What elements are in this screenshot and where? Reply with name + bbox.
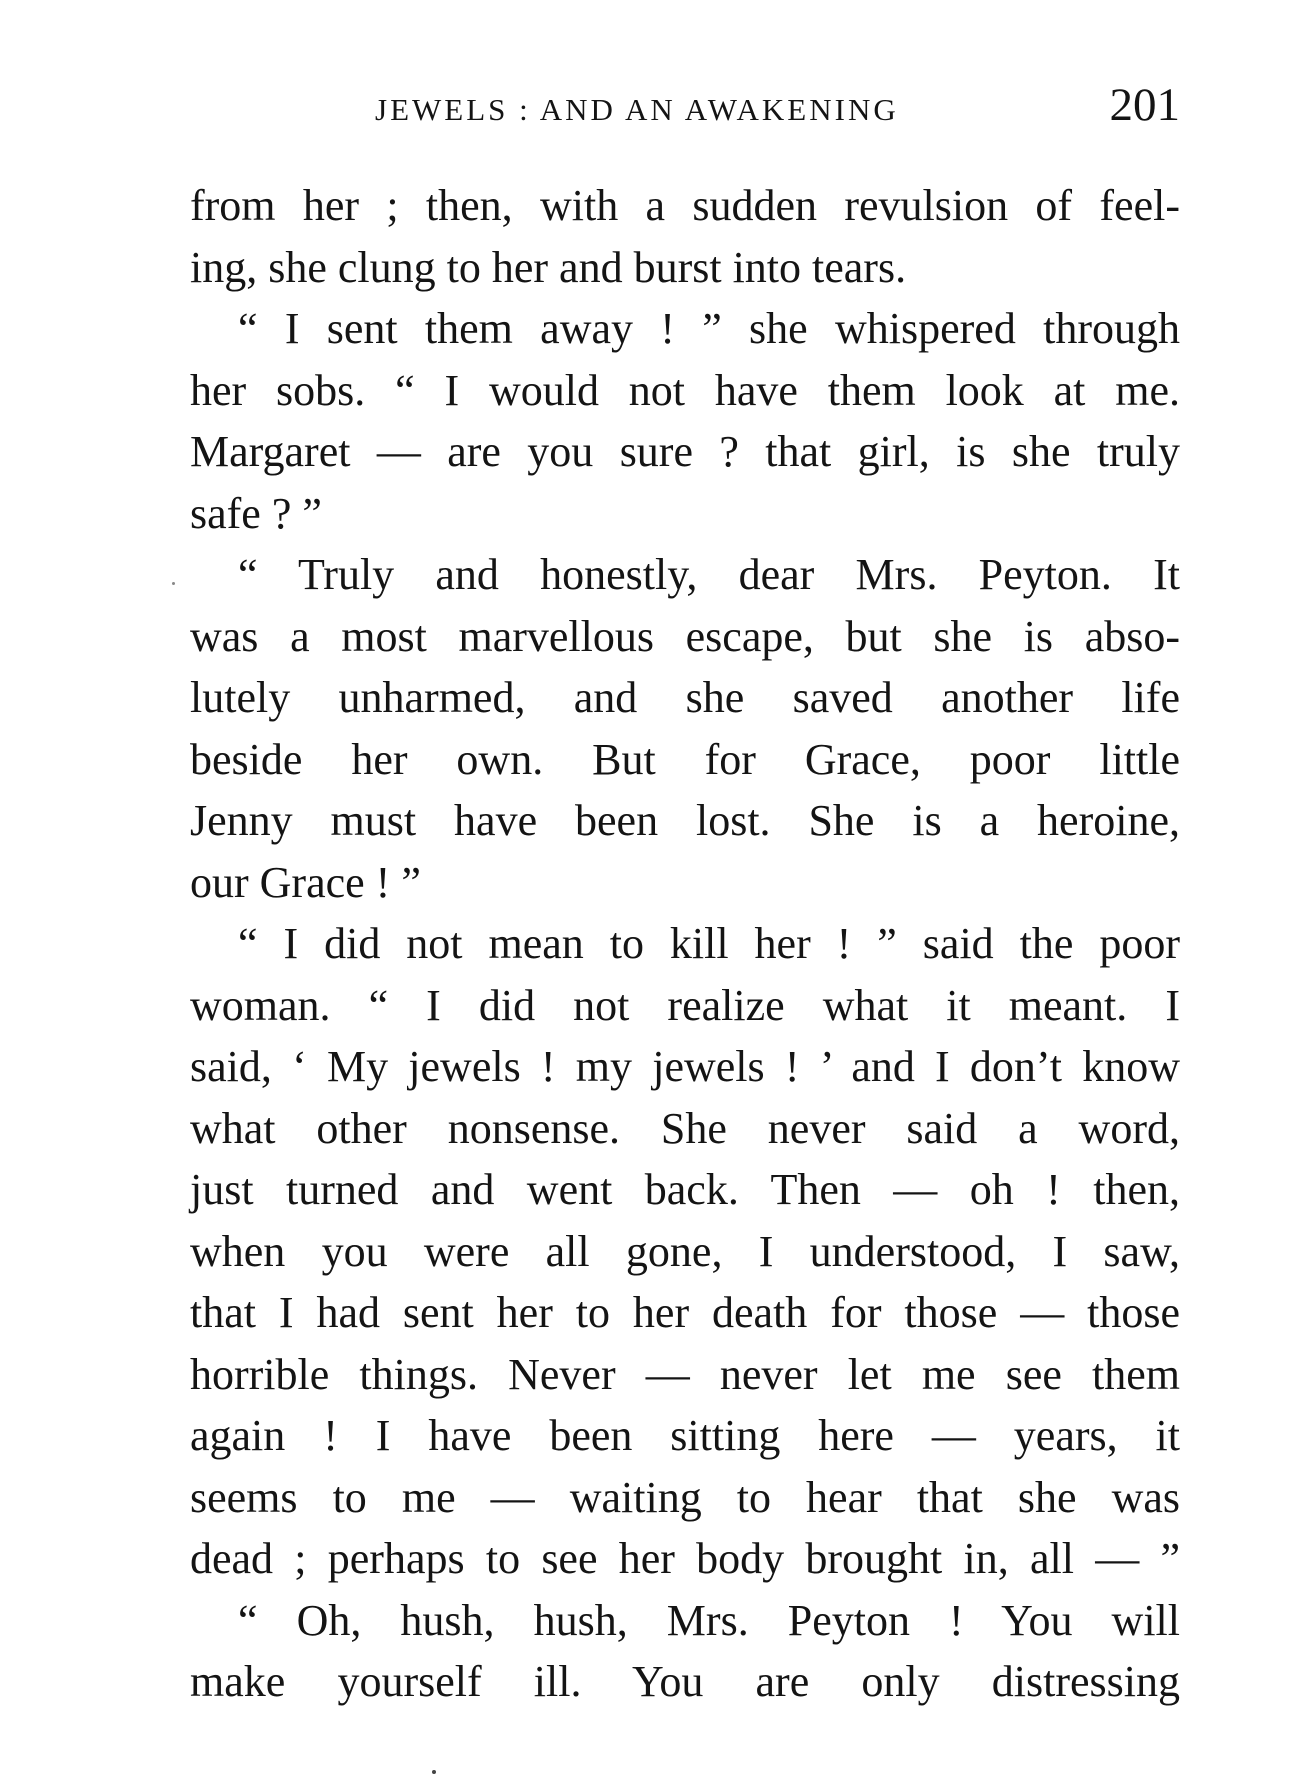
text-line: “ Oh, hush, hush, Mrs. Peyton ! You will [238,1595,1180,1645]
scan-speck [172,582,175,585]
text-line: our Grace ! ” [190,857,421,907]
text-line: when you were all gone, I understood, I saw, [190,1226,1180,1276]
text-line: “ I did not mean to kill her ! ” said the poor [238,919,1180,968]
text-line: just turned and went back. Then — oh ! then, [190,1165,1180,1214]
text-line: what other nonsense. She never said a word, [190,1103,1180,1153]
running-head: JEWELS : AND AN AWAKENING [375,92,899,127]
body-text [190,175,1180,1713]
text-line: ing, she clung to her and burst into tears. [190,242,907,292]
page-number: 201 [1109,79,1180,131]
text-line: woman. “ I did not realize what it meant. I [190,980,1180,1030]
text-line: dead ; perhaps to see her body brought in, all — ” [190,1534,1180,1583]
text-line: was a most marvellous escape, but she is abso- [190,611,1180,661]
text-line: from her ; then, with a sudden revulsion of feel- [190,181,1180,230]
text-line: make yourself ill. You are only distressing [190,1657,1180,1706]
text-line: Margaret — are you sure ? that girl, is she truly [190,427,1180,476]
page-header [190,78,1180,138]
text-line: “ Truly and honestly, dear Mrs. Peyton. It [238,550,1180,599]
text-line: “ I sent them away ! ” she whispered through [238,304,1180,353]
text-line: beside her own. But for Grace, poor little [190,734,1180,784]
text-line: Jenny must have been lost. She is a heroine, [190,796,1180,845]
text-line: lutely unharmed, and she saved another life [190,673,1180,722]
text-line: seems to me — waiting to hear that she was [190,1472,1180,1522]
text-line: safe ? ” [190,488,322,538]
text-line: horrible things. Never — never let me see them [190,1349,1180,1399]
text-line: said, ‘ My jewels ! my jewels ! ’ and I don’t know [190,1042,1180,1091]
text-line: her sobs. “ I would not have them look at me. [190,365,1180,415]
text-line: that I had sent her to her death for those — those [190,1288,1180,1337]
text-line: again ! I have been sitting here — years, it [190,1411,1180,1460]
scan-speck [432,1770,436,1774]
